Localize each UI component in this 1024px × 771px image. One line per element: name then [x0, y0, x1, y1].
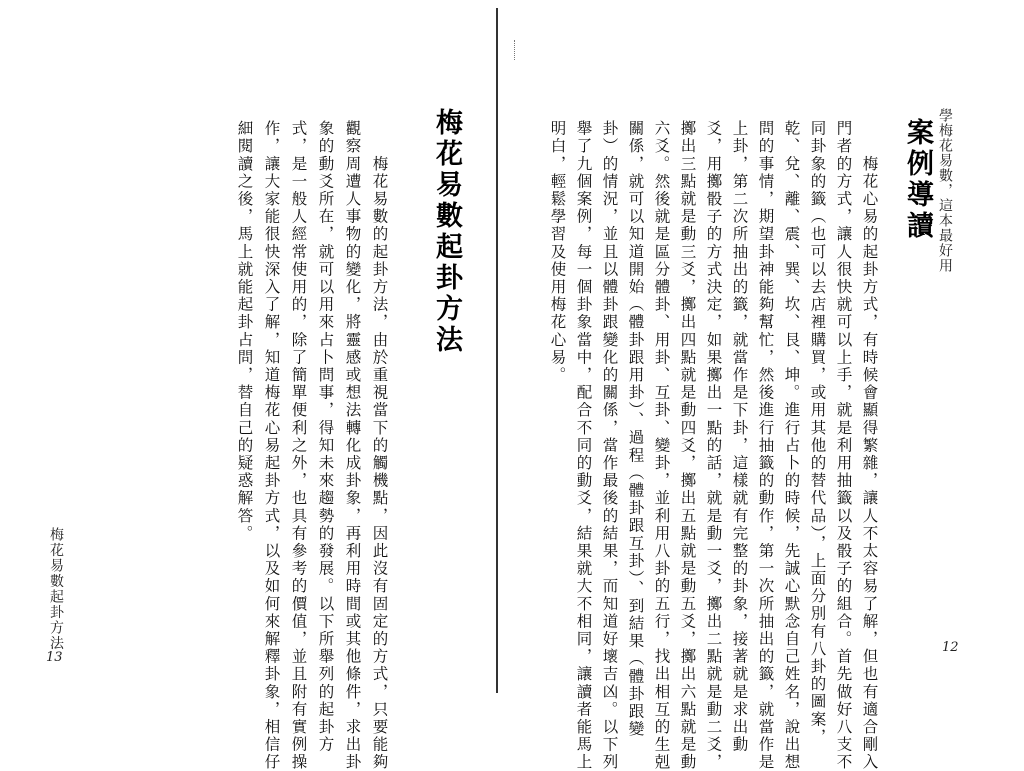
- text-column: 擲出三點就是動三爻，擲出四點就是動四爻，擲出五點就是動五爻，擲出六點就是動: [678, 120, 697, 771]
- text-column: 舉了九個案例，每一個卦象當中，配合不同的動爻，結果就大不相同，讓讀者能馬上: [574, 120, 593, 771]
- text-column: 卦）的情況，並且以體卦跟變化的關係，當作最後的結果，而知道好壞吉凶。以下列: [600, 120, 619, 771]
- text-column: 爻，用擲骰子的方式決定，如果擲出一點的話，就是動一爻，擲出二點就是動二爻，: [704, 120, 723, 771]
- text-column: 門者的方式，讓人很快就可以上手，就是利用抽籤以及骰子的組合。首先做好八支不: [834, 120, 853, 771]
- text-column: 同卦象的籤（也可以去店裡購買，或用其他的替代品），上面分別有八卦的圖案，: [808, 120, 827, 746]
- running-head: 學梅花易數，這本最好用: [937, 108, 953, 273]
- left-page: [0, 0, 496, 771]
- text-column: 象的動爻所在，就可以用來占卜問事，得知未來趨勢的發展。以下所舉列的起卦方: [316, 120, 335, 754]
- text-column: 細閱讀之後，馬上就能起卦占問，替自己的疑惑解答。: [235, 120, 254, 543]
- text-column: 式，是一般人經常使用的，除了簡單便利之外，也具有參考的價值，並且附有實例操: [289, 120, 308, 771]
- text-column: 梅花心易的起卦方式，有時候會顯得繁雜，讓人不太容易了解，但也有適合剛入: [860, 120, 879, 771]
- page-number: 12: [942, 640, 959, 655]
- text-column: 觀察周遭人事物的變化，將靈感或想法轉化成卦象，再利用時間或其他條件，求出卦: [343, 120, 362, 771]
- page-number: 13: [46, 650, 63, 665]
- text-column: 問的事情，期望卦神能夠幫忙，然後進行抽籤的動作，第一次所抽出的籤，就當作是: [756, 120, 775, 771]
- text-column: 梅花易數的起卦方法，由於重視當下的觸機點，因此沒有固定的方式，只要能夠: [370, 120, 389, 771]
- section-title: 梅花易數起卦方法: [431, 108, 462, 356]
- section-title: 案例導讀: [902, 118, 933, 242]
- right-page: [498, 0, 1024, 771]
- text-column: 關係，就可以知道開始（體卦跟用卦）、過程（體卦跟互卦）、到結果（體卦跟變: [626, 120, 645, 739]
- text-column: 作，讓大家能很快深入了解，知道梅花心易起卦方式，以及如何來解釋卦象，相信仔: [262, 120, 281, 771]
- text-column: 乾、兌、離、震、巽、坎、艮、坤。進行占卜的時候，先誠心默念自己姓名，說出想: [782, 120, 801, 771]
- text-column: 明白，輕鬆學習及使用梅花心易。: [548, 120, 567, 384]
- text-column: 六爻。然後就是區分體卦、用卦、互卦、變卦，並利用八卦的五行，找出相互的生剋: [652, 120, 671, 771]
- text-column: 上卦，第二次所抽出的籤，就當作是下卦，這樣就有完整的卦象，接著就是求出動: [730, 120, 749, 754]
- running-foot: 梅花易數起卦方法: [48, 527, 64, 651]
